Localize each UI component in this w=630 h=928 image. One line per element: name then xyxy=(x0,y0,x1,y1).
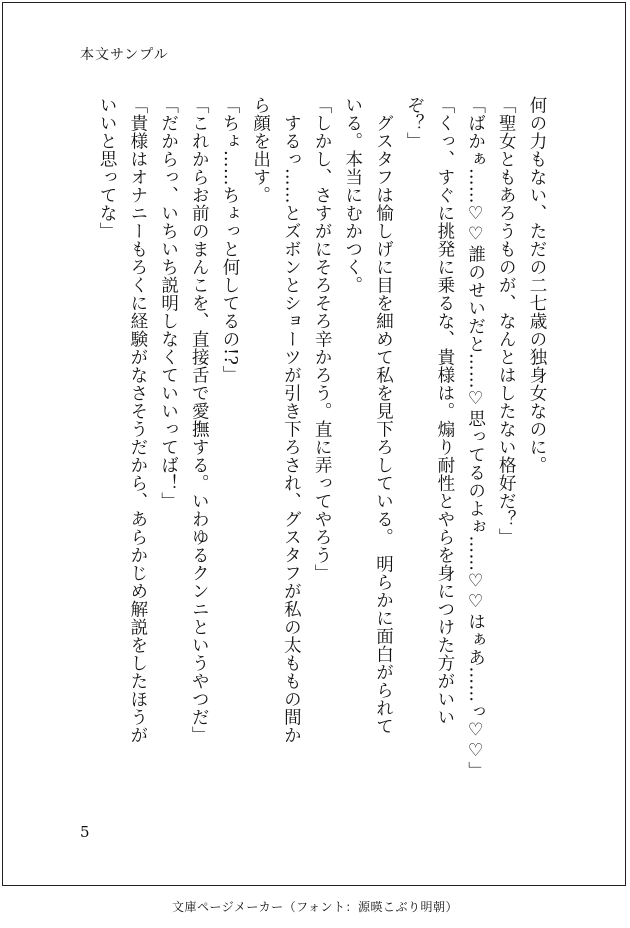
text-line: 「だからっ、いちいち説明しなくていいってば！」 xyxy=(158,96,179,510)
text-line: いる。本当にむかつく。 xyxy=(342,96,363,294)
page-number: 5 xyxy=(80,823,90,841)
text-line: 「聖女ともあろうものが、なんとはしたない格好だ？」 xyxy=(496,96,517,546)
text-line: するっ……とズボンとショーツが引き下ろされ、グスタフが私の太ももの間か xyxy=(281,96,302,744)
text-line: ぞ？」 xyxy=(404,96,425,150)
footer-caption: 文庫ページメーカー（フォント：源暎こぶり明朝） xyxy=(171,900,459,914)
text-line: 「これからお前のまんこを、直接舌で愛撫する。いわゆるクンニというやつだ」 xyxy=(189,96,210,744)
text-line: 「くっ、すぐに挑発に乗るな、貴様は。煽り耐性とやらを身につけた方がいい xyxy=(434,96,455,726)
text-line: 「ちょ……ちょっと何してるの!?」 xyxy=(219,96,240,384)
text-line: 何の力もない、ただの二七歳の独身女なのに。 xyxy=(527,96,547,474)
text-line: ら顔を出す。 xyxy=(250,96,271,204)
page-header-title: 本文サンプル xyxy=(80,47,169,63)
vertical-body-text xyxy=(91,96,552,780)
text-line: グスタフは愉しげに目を細めて私を見下ろしている。 明らかに面白がられて xyxy=(373,96,394,736)
text-line: 「貴様はオナニーもろくに経験がなさそうだから、あらかじめ解説をしたほうが xyxy=(127,96,148,744)
text-line: いいと思ってな」 xyxy=(97,96,118,240)
text-line: 「しかし、さすがにそろそろ辛かろう。直に弄ってやろう」 xyxy=(312,96,333,582)
text-line: 「ばかぁ……♡♡誰のせいだと……♡思ってるのよぉ……♡♡はぁあ……っ♡♡」 xyxy=(465,96,486,780)
